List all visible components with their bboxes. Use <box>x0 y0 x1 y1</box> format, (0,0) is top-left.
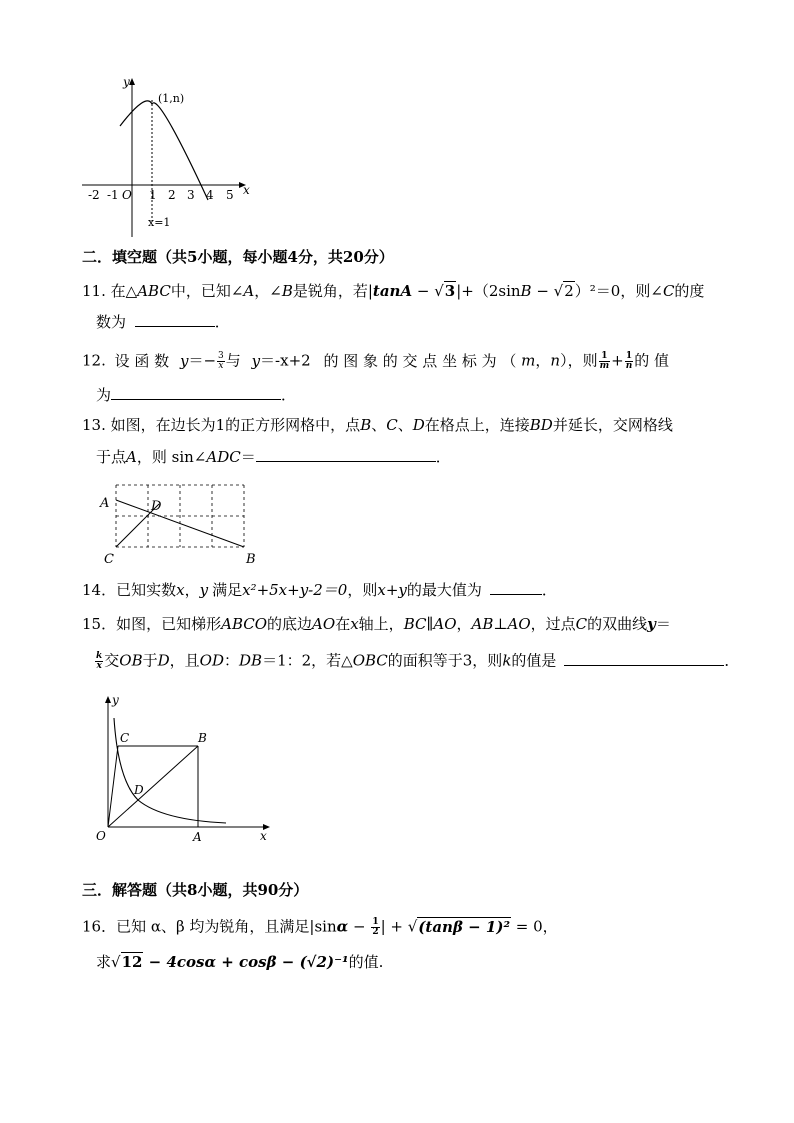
q14-equation: x²+5x+y-2＝0 <box>242 581 348 599</box>
q14-text: 已知实数 <box>116 581 177 599</box>
q15-db: DB <box>239 651 263 670</box>
q13-answer-blank[interactable] <box>256 449 436 462</box>
side-oc <box>108 746 118 827</box>
q14-text: ，则 <box>347 581 378 599</box>
q15-ab: AB⊥AO <box>471 615 531 633</box>
q16-text: = 0， <box>511 917 558 936</box>
origin-label: O <box>122 188 132 202</box>
q15-abco: ABCO <box>221 615 268 633</box>
tick-label: 5 <box>226 188 234 202</box>
q15-text: ＝ <box>655 615 671 633</box>
q13-adc: ADC <box>206 448 241 466</box>
q16-text: − <box>348 917 371 936</box>
q11-end: ． <box>214 313 230 331</box>
q14-answer-blank[interactable] <box>490 582 542 595</box>
q14-xy: x+y <box>377 581 407 599</box>
vertex-label: (1,n) <box>158 92 185 105</box>
q11-text: ）²＝0，则∠ <box>574 282 663 300</box>
tick-label: -1 <box>107 188 119 202</box>
q12-fraction <box>217 352 225 371</box>
diagonal-ob <box>108 746 198 827</box>
q13-text: 并延长，交网格线 <box>552 416 673 434</box>
q15-d: D <box>157 651 170 670</box>
q13-text: ＝ <box>240 448 256 466</box>
section-3-heading: 三．解答题（共8小题，共90分） <box>82 881 309 899</box>
q11-b: B <box>281 282 293 300</box>
q11-b2: B <box>520 282 532 300</box>
q15-od: OD <box>199 651 224 670</box>
q15-text: 的值是 <box>511 651 557 670</box>
q13-end: ． <box>435 448 451 466</box>
point-a-label: A <box>193 830 202 844</box>
q12-answer-blank[interactable] <box>111 387 281 400</box>
question-15-line2 <box>94 652 739 671</box>
question-16 <box>82 918 558 937</box>
q11-c: C <box>662 282 675 300</box>
point-c-label: C <box>104 552 114 567</box>
tick-label: -2 <box>88 188 100 202</box>
q11-text: 在△ <box>110 282 138 300</box>
q11-text: 的度 <box>674 282 705 300</box>
q15-text: 的双曲线 <box>587 615 648 633</box>
q16-frac-num: 1 <box>372 917 379 927</box>
q14-x: x <box>176 581 185 599</box>
q13-b: B <box>360 416 372 434</box>
q13-text: 如图，在边长为1的正方形网格中，点 <box>110 416 361 434</box>
q12-text: 的 值 <box>634 351 670 370</box>
q13-text: 、 <box>371 416 387 434</box>
q12-frac-den: x <box>218 361 224 371</box>
point-d-label: D <box>151 499 162 514</box>
point-b-label: B <box>246 552 256 567</box>
q12-text: ＝-x+2 <box>260 351 311 370</box>
point-a-label: A <box>100 496 110 511</box>
q11-sqrt2: 2 <box>564 282 574 300</box>
q15-c: C <box>575 615 588 633</box>
q16-text: 已知 α、β 均为锐角，且满足|sin <box>116 917 337 936</box>
q14-y: y <box>199 581 209 599</box>
q16-alpha: α <box>336 917 349 936</box>
q15-frac-num: k <box>96 651 103 661</box>
y-axis-arrow <box>105 696 111 703</box>
point-b-label: B <box>198 731 207 745</box>
q15-text: ，且 <box>169 651 200 670</box>
trapezoid-figure <box>92 690 278 846</box>
q14-end: ． <box>541 581 557 599</box>
q13-text: 在格点上，连接 <box>424 416 530 434</box>
q12-text: ， <box>535 351 551 370</box>
question-13-line2 <box>96 449 451 465</box>
q14-number: 14． <box>82 581 117 599</box>
q12-text: + <box>611 351 624 370</box>
q11-answer-blank[interactable] <box>135 314 215 327</box>
q15-frac-den: x <box>96 661 102 671</box>
q12-text: 为 <box>96 386 112 404</box>
q12-y: y <box>251 351 261 370</box>
q15-obc: OBC <box>352 651 388 670</box>
question-16-line2 <box>96 955 383 970</box>
q16-radicand: (tanβ − 1)² <box>418 917 511 936</box>
q12-n: n <box>550 351 561 370</box>
point-c-label: C <box>120 731 130 745</box>
q14-text: ， <box>184 581 200 599</box>
tick-label: 3 <box>187 188 195 202</box>
q15-text: 的底边 <box>267 615 313 633</box>
q12-frac-num: 1 <box>599 352 611 362</box>
q15-text: 于 <box>142 651 158 670</box>
q12-number: 12. <box>82 351 106 370</box>
q13-c: C <box>386 416 398 434</box>
q11-text: |+（2sin <box>456 282 521 300</box>
q15-text: ， <box>456 615 472 633</box>
x-axis-label: x <box>260 829 267 843</box>
question-14 <box>82 582 557 598</box>
q12-text: ＝− <box>188 351 217 370</box>
origin-label: O <box>96 829 106 843</box>
q13-text: 于点 <box>96 448 127 466</box>
grid-figure <box>96 478 268 568</box>
q11-tana: tanA <box>372 282 413 300</box>
q11-text: 数为 <box>96 313 127 331</box>
hyperbola-curve <box>114 718 226 823</box>
q11-text: ，∠ <box>254 282 282 300</box>
tick-label: 4 <box>206 188 214 202</box>
q14-text: 满足 <box>212 581 243 599</box>
question-15 <box>82 617 671 632</box>
x-axis-label: x <box>243 183 250 197</box>
q16-text: 求√ <box>96 953 121 971</box>
q15-fraction <box>95 652 103 671</box>
q12-frac-num: 3 <box>218 351 224 361</box>
q12-fraction-1m <box>599 352 611 371</box>
q15-k: k <box>502 651 512 670</box>
q12-text: 的 图 象 的 交 点 坐 标 为 （ <box>323 351 517 370</box>
q12-frac-den: n <box>625 361 633 371</box>
q15-text: 在 <box>335 615 351 633</box>
section-2-heading: 二．填空题（共5小题，每小题4分，共20分） <box>82 248 394 266</box>
q11-sqrt3: 3 <box>444 282 456 300</box>
q12-text: ），则 <box>560 351 598 370</box>
q12-frac-num: 1 <box>625 351 633 361</box>
q15-text: 轴上， <box>358 615 404 633</box>
question-11-line2 <box>96 314 230 330</box>
q16-text: 的值. <box>348 953 384 971</box>
q11-text: 中，已知∠ <box>170 282 244 300</box>
point-d-label: D <box>134 783 144 797</box>
q15-x: x <box>350 615 359 633</box>
q15-ob: OB <box>119 651 143 670</box>
q16-fraction <box>371 918 379 937</box>
q12-y: y <box>179 351 189 370</box>
q11-number: 11. <box>82 282 106 300</box>
q12-frac-den: m <box>599 361 610 371</box>
q15-text: ，过点 <box>530 615 576 633</box>
question-11 <box>82 284 704 299</box>
q16-radicand: 12 <box>121 953 143 971</box>
y-axis-arrow <box>129 78 135 85</box>
q15-number: 15． <box>82 615 117 633</box>
q16-frac-den: 2 <box>372 927 379 937</box>
axis-of-symmetry-label: x=1 <box>148 216 171 229</box>
q15-text: ＝1：2，若△ <box>262 651 353 670</box>
tick-label: 1 <box>149 188 157 202</box>
q13-bd: BD <box>529 416 553 434</box>
q15-bc: BC∥AO <box>403 615 457 633</box>
q14-text: 的最大值为 <box>406 581 482 599</box>
q15-y: y <box>647 615 656 633</box>
q13-d: D <box>412 416 425 434</box>
q11-text: 是锐角，若| <box>292 282 373 300</box>
q13-text: ，则 sin∠ <box>136 448 207 466</box>
y-axis-label: y <box>112 693 119 707</box>
q15-end: ． <box>724 651 740 670</box>
q11-a: A <box>243 282 255 300</box>
q16-number: 16． <box>82 917 117 936</box>
q16-text: | + √ <box>380 917 418 936</box>
q13-number: 13. <box>82 416 106 434</box>
q11-text: − √ <box>531 282 564 300</box>
q12-text: 设 函 数 <box>114 351 170 370</box>
tick-label: 2 <box>168 188 176 202</box>
q12-fraction-1n <box>625 352 634 371</box>
q11-abc: ABC <box>137 282 171 300</box>
q13-text: 、 <box>397 416 413 434</box>
q15-ao: AO <box>312 615 336 633</box>
q12-end: ． <box>281 386 297 404</box>
q15-text: 的面积等于3，则 <box>387 651 503 670</box>
q13-a: A <box>126 448 137 466</box>
q11-text: − √ <box>412 282 444 300</box>
question-13 <box>82 418 673 433</box>
y-axis-label: y <box>123 75 130 89</box>
q15-text: 交 <box>104 651 120 670</box>
q12-m: m <box>521 351 536 370</box>
question-12-line2 <box>96 387 296 403</box>
q15-answer-blank[interactable] <box>564 653 724 666</box>
q12-text: 与 <box>225 351 241 370</box>
q15-text: 如图，已知梯形 <box>116 615 222 633</box>
question-12 <box>82 352 669 371</box>
q16-expression: − 4cosα + cosβ − (√2)⁻¹ <box>143 953 349 971</box>
parabola-figure <box>80 72 260 242</box>
q15-text: ： <box>223 651 239 670</box>
